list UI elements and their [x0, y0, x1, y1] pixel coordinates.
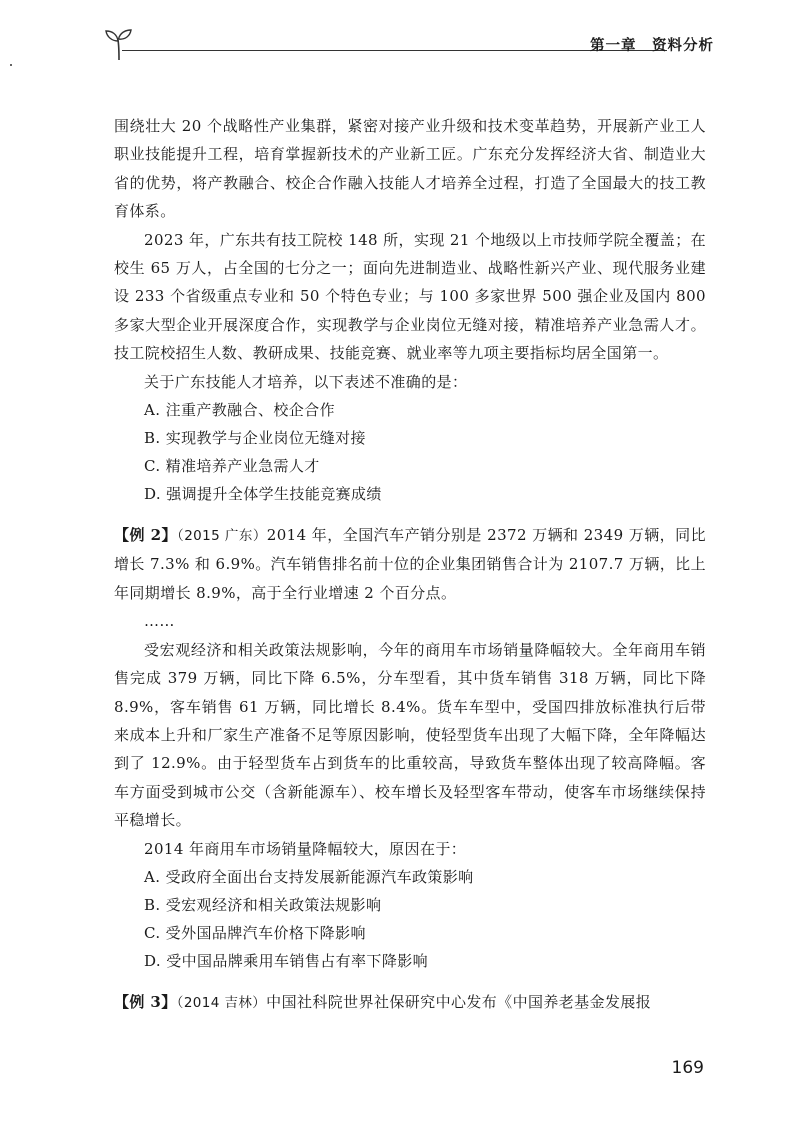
ellipsis: …… [144, 612, 175, 631]
running-header [104, 28, 714, 68]
sprout-icon [104, 28, 134, 62]
example-2-intro [114, 521, 706, 607]
option-a: A. 注重产教融合、校企合作 [144, 401, 335, 420]
option-d: D. 强调提升全体学生技能竞赛成绩 [144, 485, 382, 504]
option-a: A. 受政府全面出台支持发展新能源汽车政策影响 [144, 867, 474, 886]
option-c: C. 精准培养产业急需人才 [144, 457, 320, 476]
example-label: 【例 2】 [114, 526, 177, 545]
example-source: （2015 广东） [176, 528, 267, 545]
passage-paragraph: 围绕壮大 20 个战略性产业集群，紧密对接产业升级和技术变革趋势，开展新产业工人职业技能提升工程，培育掌握新技术的产业新工匠。广东充分发挥经济大省、制造业大省的优势，将产教融合、校企合作融入技能人才培养全过程，打造了全国最大的技工教育体系。 [114, 117, 706, 221]
option-list [114, 863, 706, 975]
scan-mark [10, 64, 12, 66]
option-b: B. 实现教学与企业岗位无缝对接 [144, 429, 366, 448]
page-body [114, 112, 706, 1017]
option-c: C. 受外国品牌汽车价格下降影响 [144, 923, 366, 942]
example-intro-text: 2014 年，全国汽车产销分别是 2372 万辆和 2349 万辆，同比增长 7.3% 和 6.9%。汽车销售排名前十位的企业集团销售合计为 2107.7 万辆，比上年同期增长 8.9%，高于全行业增速 2 个百分点。 [114, 526, 706, 602]
option-b: B. 受宏观经济和相关政策法规影响 [144, 895, 382, 914]
header-rule [122, 50, 667, 51]
example-source: （2014 吉林） [176, 994, 267, 1011]
page-number: 169 [671, 1058, 704, 1078]
option-list [114, 396, 706, 508]
example-label: 【例 3】 [114, 992, 177, 1011]
example-intro-text: 中国社科院世界社保研究中心发布《中国养老基金发展报 [266, 992, 652, 1011]
chapter-title: 第一章 资料分析 [590, 38, 714, 54]
question-stem: 2014 年商用车市场销量降幅较大，原因在于： [144, 839, 467, 858]
question-stem: 关于广东技能人才培养，以下表述不准确的是： [144, 372, 468, 391]
example-3-intro [114, 988, 706, 1017]
passage-paragraph: 受宏观经济和相关政策法规影响，今年的商用车市场销量降幅较大。全年商用车销售完成 379 万辆，同比下降 6.5%，分车型看，其中货车销售 318 万辆，同比下降 8.9%，客车销售 61 万辆，同比增长 8.4%。货车车型中，受国四排放标准执行后带来成本上升和厂家生产准备不足等原因影响，使轻型货车出现了大幅下降，全年降幅达到了 12.9%。由于轻型货车占到货车的比重较高，导致货车整体出现了较高降幅。客车方面受到城市公交（含新能源车）、校车增长及轻型客车带动，使客车市场继续保持平稳增长。 [114, 640, 706, 830]
option-d: D. 受中国品牌乘用车销售占有率下降影响 [144, 951, 429, 970]
passage-paragraph: 2023 年，广东共有技工院校 148 所，实现 21 个地级以上市技师学院全覆盖；在校生 65 万人，占全国的七分之一；面向先进制造业、战略性新兴产业、现代服务业建设 233 个省级重点专业和 50 个特色专业；与 100 多家世界 500 强企业及国内 800 多家大型企业开展深度合作，实现教学与企业岗位无缝对接，精准培养产业急需人才。技工院校招生人数、教研成果、技能竞赛、就业率等九项主要指标均居全国第一。 [114, 230, 706, 363]
